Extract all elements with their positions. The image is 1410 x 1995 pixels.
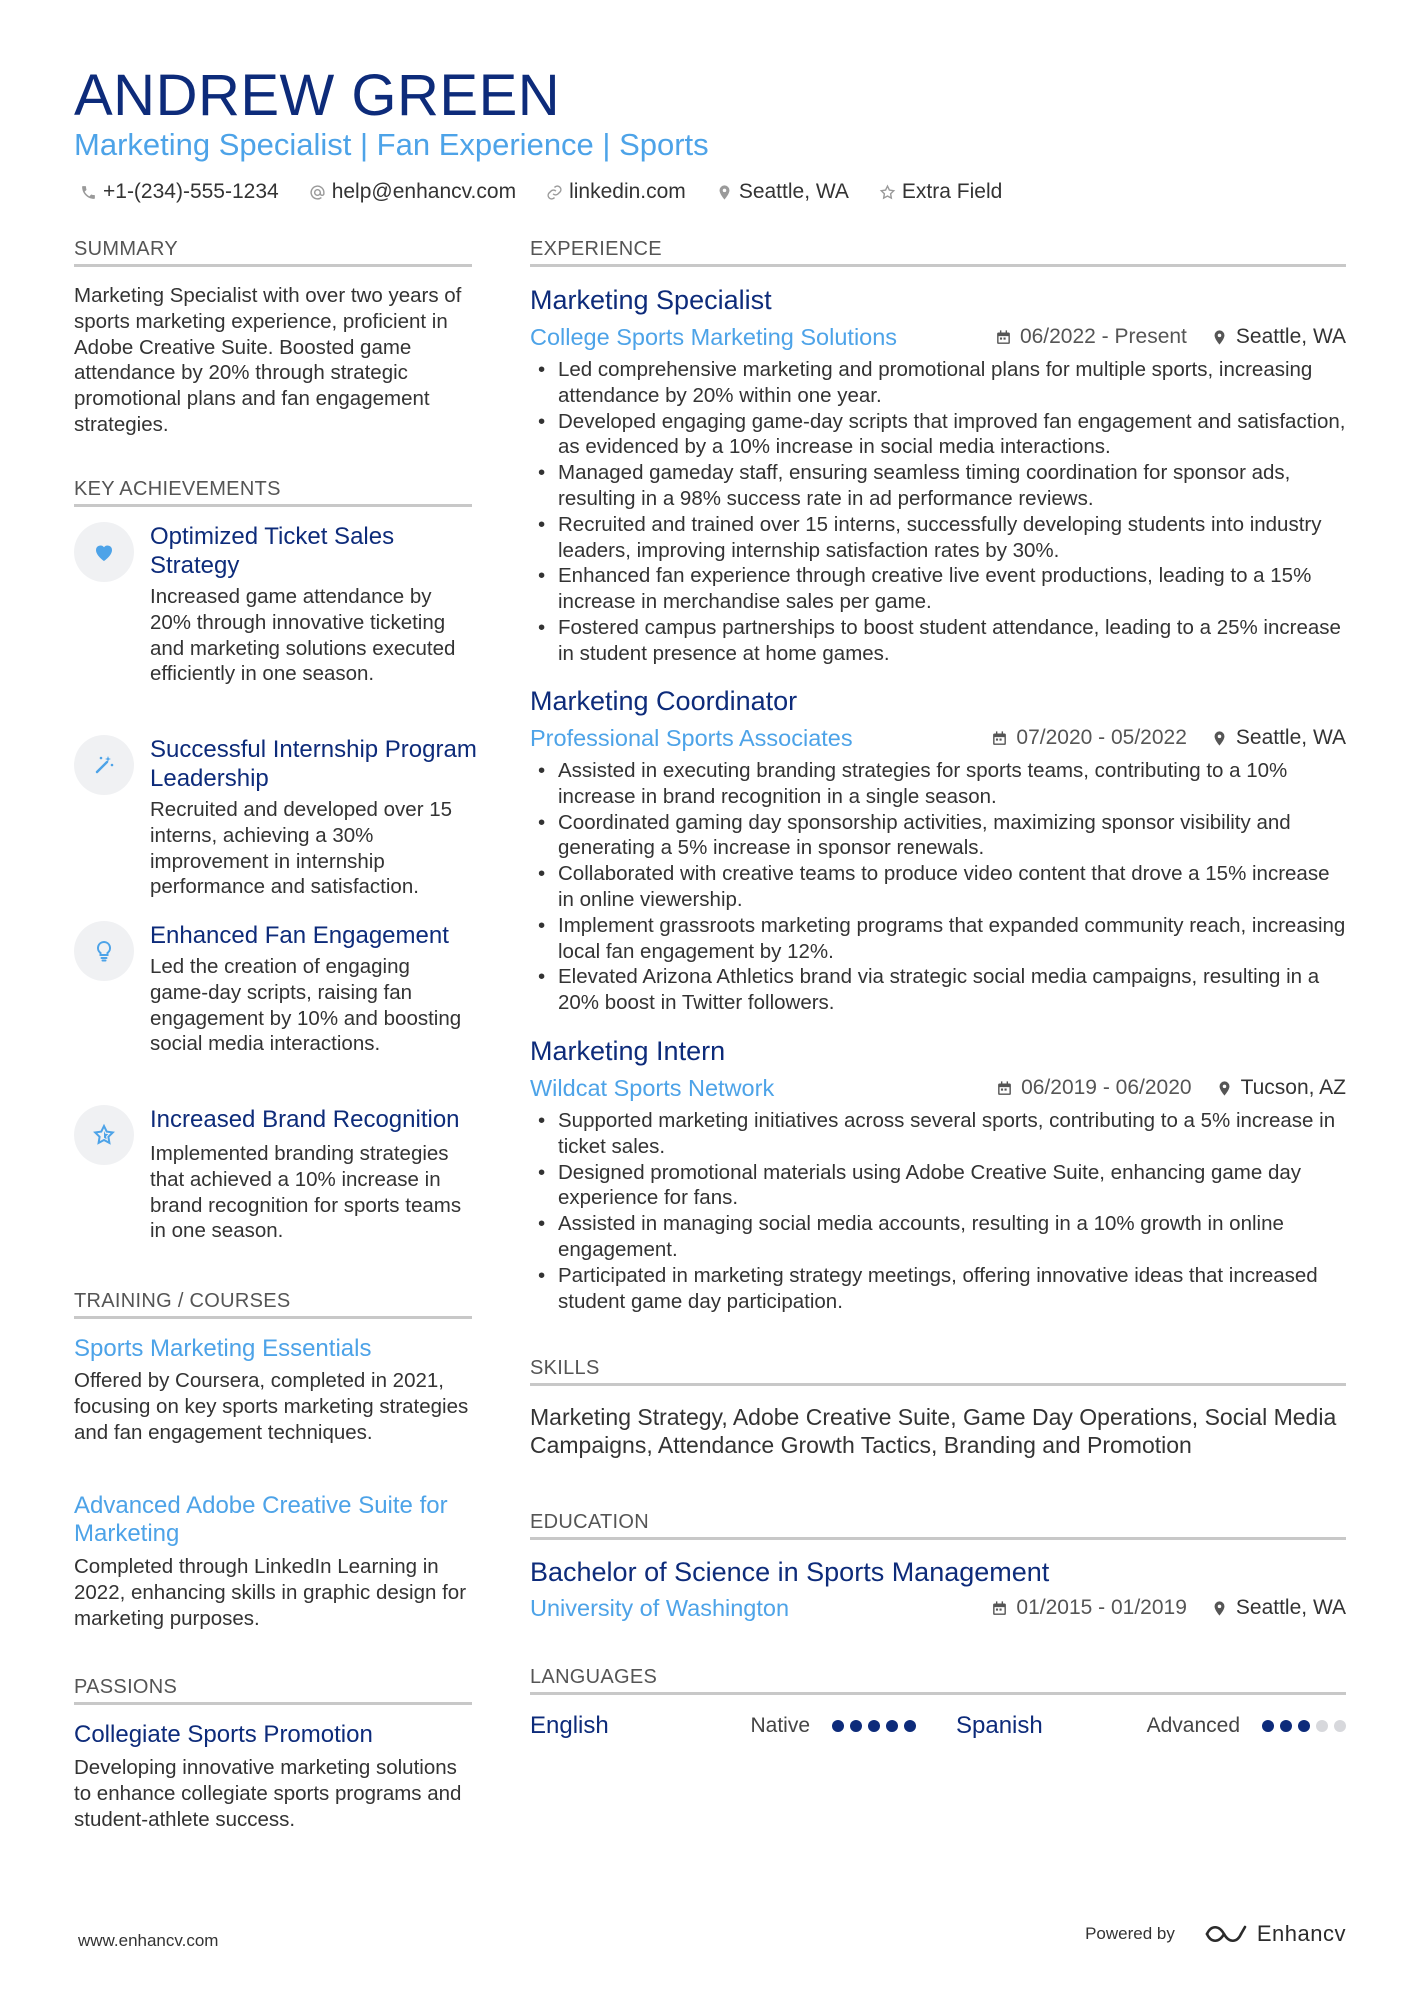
heart-icon <box>92 540 116 564</box>
list-item: • Enhanced fan experience through creative live event productions, leading to a 15% increase in merchandise sales per game. <box>530 563 1346 615</box>
skills-text: Marketing Strategy, Adobe Creative Suite, Game Day Operations, Social Media Campaigns, Attendance Growth Tactics, Branding and Promotion <box>530 1404 1337 1458</box>
location-pin-icon <box>1211 329 1228 346</box>
experience-heading: EXPERIENCE <box>530 236 1346 267</box>
language-item <box>956 1712 1346 1740</box>
education-dates: 01/2015 - 01/2019 <box>991 1594 1186 1622</box>
location-pin-icon <box>716 184 733 201</box>
language-name: Spanish <box>956 1712 1043 1739</box>
job-title: Marketing Specialist <box>530 285 772 315</box>
rating-dot-empty <box>1334 1720 1346 1732</box>
skills-heading: SKILLS <box>530 1355 1346 1386</box>
lightbulb-icon <box>92 939 116 963</box>
job-location: Tucson, AZ <box>1216 1074 1346 1102</box>
language-rating <box>1256 1720 1346 1732</box>
language-name: English <box>530 1712 609 1739</box>
rating-dot-filled <box>850 1720 862 1732</box>
course-desc: Offered by Coursera, completed in 2021, focusing on key sports marketing strategies and fan engagement techniques. <box>74 1369 469 1444</box>
contact-linkedin[interactable] <box>546 178 686 206</box>
job-dates: 07/2020 - 05/2022 <box>991 724 1186 752</box>
achievement-title: Increased Brand Recognition <box>150 1106 460 1133</box>
calendar-icon <box>996 1080 1013 1097</box>
list-item: • Participated in marketing strategy meetings, offering innovative ideas that increased student game day participation. <box>530 1263 1346 1315</box>
footer-url[interactable]: www.enhancv.com <box>78 1931 219 1950</box>
job-bullets <box>530 758 1346 1016</box>
rating-dot-filled <box>832 1720 844 1732</box>
school-name: University of Washington <box>530 1595 790 1621</box>
location-pin-icon <box>1211 1600 1228 1617</box>
candidate-subtitle: Marketing Specialist | Fan Experience | Sports <box>74 127 709 162</box>
contact-bar <box>80 178 1032 206</box>
job-bullets <box>530 1108 1346 1314</box>
rating-dot-filled <box>1262 1720 1274 1732</box>
job-location: Seattle, WA <box>1211 323 1346 351</box>
phone-icon <box>80 184 97 201</box>
job-meta <box>995 323 1346 351</box>
achievements-heading: KEY ACHIEVEMENTS <box>74 476 472 507</box>
course-desc: Completed through LinkedIn Learning in 2022, enhancing skills in graphic design for marketing purposes. <box>74 1555 467 1630</box>
candidate-name: ANDREW GREEN <box>74 63 561 128</box>
rating-dot-empty <box>1316 1720 1328 1732</box>
achievement-icon-badge <box>74 1105 134 1165</box>
contact-location <box>716 178 849 206</box>
job-company: Wildcat Sports Network <box>530 1075 775 1101</box>
passions-heading: PASSIONS <box>74 1674 472 1705</box>
passion-desc: Developing innovative marketing solutions to enhance collegiate sports programs and student-athlete success. <box>74 1756 462 1831</box>
passion-title: Collegiate Sports Promotion <box>74 1721 373 1748</box>
list-item: • Developed engaging game-day scripts that improved fan engagement and satisfaction, as evidenced by a 10% increase in social media interactions. <box>530 409 1346 461</box>
list-item: • Implement grassroots marketing programs that expanded community reach, increasing local fan engagement by 12%. <box>530 913 1346 965</box>
list-item: • Designed promotional materials using Adobe Creative Suite, enhancing game day experience for fans. <box>530 1160 1346 1212</box>
linkedin-text: linkedin.com <box>569 180 686 203</box>
language-rating <box>826 1720 916 1732</box>
star-outline-icon <box>879 184 896 201</box>
achievement-title: Successful Internship Program Leadership <box>150 736 477 792</box>
link-icon <box>546 184 563 201</box>
calendar-icon <box>991 1600 1008 1617</box>
job-title: Marketing Intern <box>530 1036 726 1066</box>
list-item: • Led comprehensive marketing and promotional plans for multiple sports, increasing attendance by 20% within one year. <box>530 357 1346 409</box>
job-dates: 06/2022 - Present <box>995 323 1187 351</box>
powered-by-brand: Enhancv <box>1256 1921 1346 1946</box>
summary-heading: SUMMARY <box>74 236 472 267</box>
contact-phone[interactable] <box>80 178 279 206</box>
magic-wand-icon <box>92 753 116 777</box>
location-pin-icon <box>1216 1080 1233 1097</box>
list-item: • Assisted in executing branding strategies for sports teams, contributing to a 10% increase in brand recognition in a single season. <box>530 758 1346 810</box>
job-bullets <box>530 357 1346 667</box>
job-dates: 06/2019 - 06/2020 <box>996 1074 1191 1102</box>
email-text: help@enhancv.com <box>331 180 517 203</box>
job-title: Marketing Coordinator <box>530 686 798 716</box>
star-icon <box>92 1123 116 1147</box>
calendar-icon <box>991 730 1008 747</box>
list-item: • Assisted in managing social media accounts, resulting in a 10% growth in online engagement. <box>530 1211 1346 1263</box>
achievement-desc: Recruited and developed over 15 interns, achieving a 30% improvement in internship performance and satisfaction. <box>150 798 453 899</box>
course-title[interactable]: Sports Marketing Essentials <box>74 1335 372 1362</box>
education-meta <box>991 1594 1346 1622</box>
achievement-desc: Implemented branding strategies that achieved a 10% increase in brand recognition for sports teams in one season. <box>150 1142 462 1243</box>
location-text: Seattle, WA <box>738 180 849 203</box>
rating-dot-filled <box>886 1720 898 1732</box>
job-meta <box>996 1074 1346 1102</box>
language-level: Advanced <box>1146 1714 1240 1737</box>
education-location: Seattle, WA <box>1211 1594 1346 1622</box>
job-meta <box>991 724 1346 752</box>
list-item: • Collaborated with creative teams to produce video content that drove a 15% increase in online viewership. <box>530 861 1346 913</box>
extra-text: Extra Field <box>901 180 1003 203</box>
rating-dot-filled <box>1280 1720 1292 1732</box>
degree-title: Bachelor of Science in Sports Management <box>530 1557 1050 1587</box>
powered-by-label: Powered by <box>1085 1924 1175 1943</box>
list-item: • Supported marketing initiatives across several sports, contributing to a 5% increase in ticket sales. <box>530 1108 1346 1160</box>
language-level: Native <box>750 1714 810 1737</box>
list-item: • Recruited and trained over 15 interns, successfully developing students into industry leaders, improving internship satisfaction rates by 30%. <box>530 512 1346 564</box>
phone-text: +1-(234)-555-1234 <box>103 180 279 203</box>
rating-dot-filled <box>904 1720 916 1732</box>
powered-by[interactable] <box>1085 1921 1346 1947</box>
achievement-title: Optimized Ticket Sales Strategy <box>150 523 395 579</box>
list-item: • Elevated Arizona Athletics brand via strategic social media campaigns, resulting in a 20% boost in Twitter followers. <box>530 964 1346 1016</box>
language-item <box>530 1712 916 1740</box>
languages-heading: LANGUAGES <box>530 1664 1346 1695</box>
achievement-desc: Increased game attendance by 20% through innovative ticketing and marketing solutions executed efficiently in one season. <box>150 585 456 686</box>
course-title[interactable]: Advanced Adobe Creative Suite for Marketing <box>74 1492 448 1547</box>
location-pin-icon <box>1211 730 1228 747</box>
list-item: • Fostered campus partnerships to boost student attendance, leading to a 25% increase in student presence at home games. <box>530 615 1346 667</box>
at-icon <box>309 184 326 201</box>
enhancv-logo-icon <box>1203 1921 1249 1947</box>
contact-extra <box>879 178 1002 206</box>
contact-email[interactable] <box>309 178 516 206</box>
rating-dot-filled <box>868 1720 880 1732</box>
job-company: College Sports Marketing Solutions <box>530 324 898 350</box>
rating-dot-filled <box>1298 1720 1310 1732</box>
job-company: Professional Sports Associates <box>530 725 853 751</box>
education-heading: EDUCATION <box>530 1509 1346 1540</box>
achievement-icon-badge <box>74 522 134 582</box>
achievement-icon-badge <box>74 921 134 981</box>
list-item: • Coordinated gaming day sponsorship activities, maximizing sponsor visibility and generating a 5% increase in sponsor renewals. <box>530 810 1346 862</box>
summary-text: Marketing Specialist with over two years of sports marketing experience, proficient in Adobe Creative Suite. Boosted game attendance by 20% through strategic promotional plans and fan engagement strategies. <box>74 284 462 436</box>
achievement-title: Enhanced Fan Engagement <box>150 922 449 949</box>
list-item: • Managed gameday staff, ensuring seamless timing coordination for sponsor ads, resulting in a 98% success rate in ad performance reviews. <box>530 460 1346 512</box>
achievement-icon-badge <box>74 735 134 795</box>
training-heading: TRAINING / COURSES <box>74 1288 472 1319</box>
achievement-desc: Led the creation of engaging game-day scripts, raising fan engagement by 10% and boosting social media interactions. <box>150 955 462 1056</box>
job-location: Seattle, WA <box>1211 724 1346 752</box>
calendar-icon <box>995 329 1012 346</box>
